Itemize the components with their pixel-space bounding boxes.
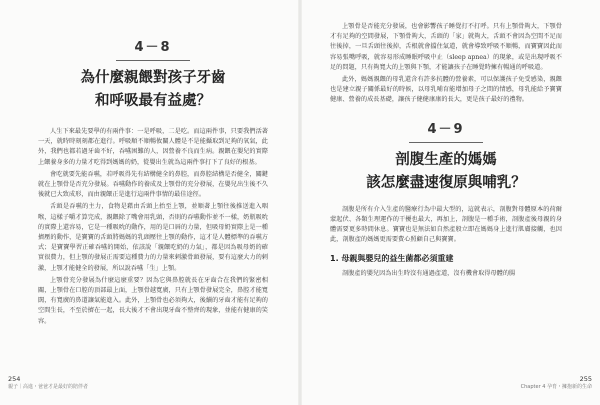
body-text-middle bbox=[330, 205, 562, 246]
paragraph: 舌頭是吞嚥的主力，食物是藉由舌頭上抬至上顎，並順著上顎往後推送進入咽喉，這樣子嚼才算完成，親餵除了嘴會用乳頭，否則的吞嚥動作並不一樣，奶瓶吸吮的實際上還容易，它是一種吸吮的動作，用的是口唇的力量，但吸母奶實際上是一種擠壓的動作，是寶寶的舌頭將媽媽的乳頭壓往上顎的動作，這才是人體標準的吞嚥方式；是寶寶學習正確吞嚥的開始，依該說「親餵吃奶的力氣」，都是因為吸母奶的確實很費力，但上顎的發展正需要這種費力的力量來刺激骨頭發展，要有這麼大力的刺激，上顎才能健全的發展，所以說吞嚥「生」上顎。 bbox=[38, 203, 268, 272]
section-number-rule bbox=[409, 142, 483, 143]
body-text-top bbox=[330, 22, 562, 106]
section-title-line-2: 和呼吸最有益處？ bbox=[95, 93, 211, 109]
body-text bbox=[38, 127, 268, 327]
paragraph: 此外，媽媽親餵的母乳還含有許多抗體的營養素，可以保護孩子免受感染，親餵也是建立親子關係最好的時候，以母乳哺育能增加母子之間的情感，母乳能給予寶寶健康、營養的成長基礎，讓孩子健健康康的長大，更是孩子最好的禮物。 bbox=[330, 76, 562, 104]
paragraph: 會吃就要先能吞嚥，若呼吸得先有結構健全的鼻腔，而鼻腔結構是否健全，關鍵就在上顎骨是否充分發展。吞嚥動作的養成及上顎骨的充分發展，在嬰兒出生後不久後就已大致成形，而由親餵正是進行這兩件事情的最佳途徑。 bbox=[38, 170, 268, 199]
paragraph: 上顎骨充分發展為什麼這麼重要？因為它與鼻腔就長在牙齒合在我們的緊密相關，上顎骨在口腔的頂部最上面，上顎骨越寬廣，只有上顎骨發展完全，鼻腔才能寬闊，有寬廣的鼻道讓氣能進入。此外，上顎骨也必須夠大，後續的牙齒才能有足夠的空間生長，不至於擠在一起，長大後才不會出現牙齒不整齊的現象，並能有健康的笑容。 bbox=[38, 276, 268, 325]
section-number: 4－8 bbox=[134, 40, 172, 55]
section-number-rule bbox=[116, 60, 190, 61]
running-footer: Chapter 4 孕育・擁抱新的生命 bbox=[520, 384, 592, 390]
page-number: 255 bbox=[579, 375, 592, 383]
section-title-line-1: 為什麼親餵對孩子牙齒 bbox=[80, 70, 226, 86]
book-gutter bbox=[298, 0, 302, 405]
right-folio bbox=[521, 375, 592, 391]
left-page bbox=[0, 0, 296, 405]
section-title-line-2: 該怎麼盡速復原與哺乳？ bbox=[366, 174, 526, 191]
section-number: 4－9 bbox=[427, 121, 465, 137]
section-title bbox=[38, 67, 268, 113]
section-title-line-1: 剖腹生產的媽媽 bbox=[395, 151, 497, 168]
page-number: 254 bbox=[8, 375, 21, 383]
paragraph: 剖腹產的嬰兒因為出生時沒有通過產道，沒有機會取得母體的腸 bbox=[342, 270, 516, 278]
running-footer: 親子｜高進・爸爸才是最好的陪伴者 bbox=[8, 384, 89, 390]
left-folio bbox=[8, 375, 88, 391]
sub-heading: 1. 母親與嬰兒的益生菌都必須重建 bbox=[330, 254, 454, 264]
paragraph: 人生下來最先要學的有兩件事：一是呼吸，二是吃。而這兩件事，只要我們活著一天，就時時刻刻都在進行。呼吸順不順暢攸關人體是不是能攝取到足夠的氧氣，此外，我們也都若過牙齒不好，吞嚥困難的人，因營養不良而生病。親餵在嬰兒的實際上餵養身多的力量才吃得到媽媽的奶，從嬰出生就為這兩件事打下了良好的根基。 bbox=[38, 128, 268, 166]
body-text-bottom bbox=[330, 269, 562, 279]
paragraph: 上顎骨是否能充分發展，也會影響孩子睡覺打不打呼。只有上顎骨夠大，下顎骨才有足夠的空間發展，下顎骨夠大，舌頭的「家」就夠大，舌頭不會因為空間不足而往後掉，一旦舌頭往後掉，舌根就會擋住氣道，就會導致呼吸不順暢，而寶寶因此而容易張嘴呼吸，就容易形成睡眠呼吸中止（sleep apnea）的現象，或是出現呼吸不足的問題，只有夠寬大的上顎與下顎，才能讓孩子在睡覺時擁有暢通的呼吸道。 bbox=[330, 23, 562, 71]
right-page bbox=[304, 0, 600, 405]
section-title bbox=[330, 149, 562, 195]
paragraph: 剖腹是所有介入生產的醫療行為中最大型的，這就表示，剖腹對母體原本的荷爾蒙起伏、各類生理運作的干擾也最大，再加上，剖腹是一種手術，剖腹產後母親的身體需要更多時間休息。寶寶也是無法如自然產般立即在媽媽身上進行肌膚接觸，也因此，剖腹產的媽媽更需要費心照顧自己與寶寶。 bbox=[330, 205, 562, 244]
